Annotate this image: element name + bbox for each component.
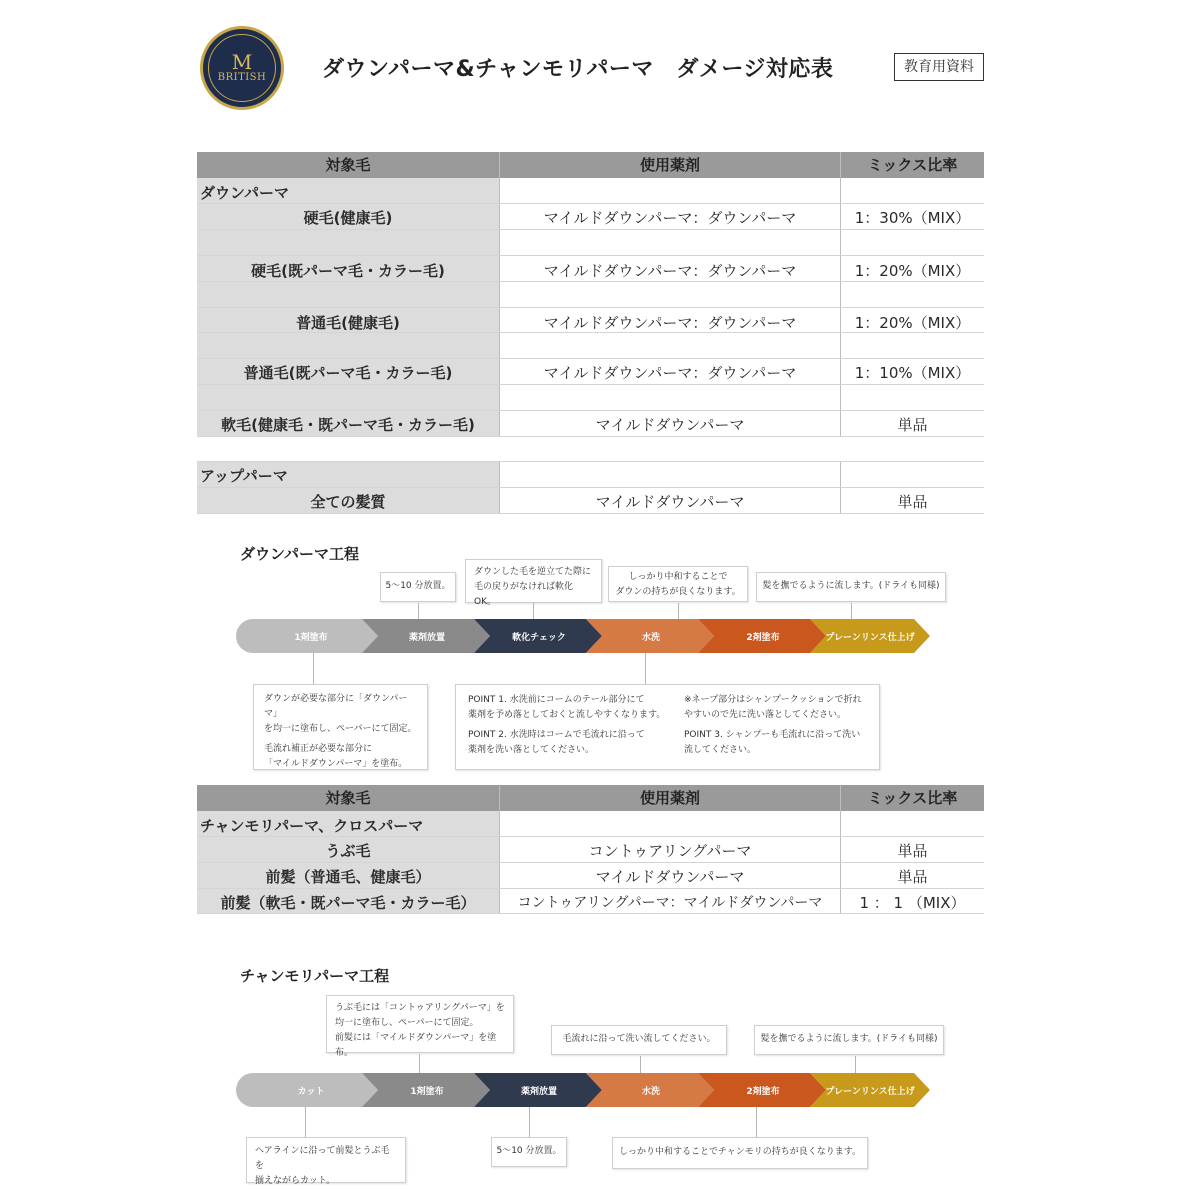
row-line (197, 203, 984, 204)
row-line (197, 255, 984, 256)
row-target: 硬毛(既パーマ毛・カラー毛) (251, 262, 445, 280)
row-agent: マイルドダウンパーマ：ダウンパーマ (543, 364, 797, 382)
note-finish (756, 572, 946, 602)
row-target: 普通毛(健康毛) (296, 314, 400, 332)
row-target: 全ての髪質 (310, 493, 386, 511)
row-agent: コントゥアリングパーマ (588, 842, 752, 860)
down-perm-process-title: ダウンパーマ工程 (240, 545, 359, 563)
note-text: 髪を撫でるように流します。(ドライも同様) (760, 1034, 938, 1044)
row-agent: マイルドダウンパーマ：ダウンパーマ (543, 209, 797, 227)
header-target-hair: 対象毛 (325, 156, 371, 174)
note-text: ダウンの持ちが良くなります。 (615, 587, 741, 597)
step-label: 2剤塗布 (746, 1087, 780, 1097)
row-line (197, 888, 984, 889)
note-text: 毛の戻りがなければ軟化 OK。 (474, 582, 574, 607)
note-application (253, 684, 428, 770)
row-ratio: 1：10%（MIX） (854, 364, 971, 382)
header-target-hair: 対象毛 (325, 789, 371, 807)
points-left (468, 693, 678, 758)
step-label: 1剤塗布 (294, 633, 328, 643)
divider (499, 152, 500, 436)
note-softening-check (465, 559, 602, 607)
chanmori-perm-table (197, 785, 984, 915)
leader-line (756, 1107, 757, 1137)
step-label: カット (297, 1087, 325, 1097)
note-rinse (551, 1025, 727, 1055)
note-text: を均一に塗布し、ペーパーにて固定。 (264, 724, 417, 734)
row-target: 前髪（普通毛、健康毛） (265, 868, 431, 886)
row-agent: マイルドダウンパーマ (595, 493, 745, 511)
note-text: ヘアラインに沿って前髪とうぶ毛を (255, 1146, 390, 1171)
header-mix-ratio: ミックス比率 (867, 156, 958, 174)
row-line (197, 862, 984, 863)
row-ratio: 単品 (897, 842, 928, 860)
note-text: 流してください。 (684, 745, 757, 755)
step-label: 薬剤放置 (520, 1087, 557, 1097)
note-text: POINT 1. 水洗前にコームのテール部分にて (468, 695, 645, 705)
row-target: うぶ毛 (325, 842, 371, 860)
chanmori-perm-process-title: チャンモリパーマ工程 (240, 967, 390, 985)
note-text: 前髪には「マイルドダウンパーマ」を塗布。 (335, 1033, 497, 1058)
row-agent: マイルドダウンパーマ：ダウンパーマ (543, 262, 797, 280)
note-rinse-points (455, 684, 880, 770)
leader-line (419, 1054, 420, 1074)
row-line (197, 461, 984, 462)
row-target: 普通毛(既パーマ毛・カラー毛) (243, 364, 453, 382)
note-application (326, 995, 514, 1058)
row-line (197, 913, 984, 914)
note-text: 揃えながらカット。 (255, 1176, 336, 1186)
row-line (197, 513, 984, 514)
note-text: 髪を撫でるように流します。(ドライも同様) (762, 581, 940, 591)
header-mix-ratio: ミックス比率 (867, 789, 958, 807)
row-line (197, 358, 984, 359)
row-target: 軟毛(健康毛・既パーマ毛・カラー毛) (221, 416, 475, 434)
note-text: POINT 2. 水洗時はコームで毛流れに沿って (468, 730, 645, 740)
row-target: 硬毛(健康毛) (303, 209, 393, 227)
row-line (197, 307, 984, 308)
step-label: 水洗 (641, 1087, 660, 1097)
step-label: 薬剤放置 (408, 633, 445, 643)
note-wait (380, 572, 456, 602)
note-text: 毛流れに沿って洗い流してください。 (562, 1034, 716, 1044)
note-finish (754, 1025, 944, 1055)
row-line (197, 836, 984, 837)
note-wait (491, 1137, 567, 1167)
leader-line (305, 1107, 306, 1137)
note-cut (246, 1137, 406, 1186)
section-up-perm: アップパーマ (200, 467, 288, 485)
note-text: うぶ毛には「コントゥアリングパーマ」を (335, 1003, 505, 1013)
header-agent: 使用薬剤 (639, 789, 700, 807)
down-perm-table (197, 152, 984, 514)
row-ratio: 1 ： 1 （MIX） (859, 894, 966, 912)
row-target: 前髪（軟毛・既パーマ毛・カラー毛） (220, 894, 476, 912)
note-text: 5〜10 分放置。 (385, 581, 451, 591)
logo-text: BRITISH (217, 72, 267, 83)
row-line (197, 281, 984, 282)
note-text: ダウンした毛を逆立てた際に (474, 567, 592, 577)
points-right (684, 693, 874, 758)
education-material-badge: 教育用資料 (894, 53, 984, 81)
row-line (197, 384, 984, 385)
section-chanmori-perm: チャンモリパーマ、クロスパーマ (200, 817, 424, 835)
leader-line (855, 1056, 856, 1074)
row-ratio: 1：20%（MIX） (854, 262, 971, 280)
leader-line (640, 1056, 641, 1074)
row-agent: マイルドダウンパーマ (595, 868, 745, 886)
step-label: 水洗 (641, 633, 660, 643)
step-label: 2剤塗布 (746, 633, 780, 643)
row-line (197, 229, 984, 230)
note-text: 「マイルドダウンパーマ」を塗布。 (264, 759, 408, 769)
row-line (197, 487, 984, 488)
row-ratio: 単品 (897, 493, 928, 511)
note-text: ダウンが必要な部分に「ダウンパーマ」 (264, 694, 408, 719)
row-agent: コントゥアリングパーマ：マイルドダウンパーマ (517, 895, 823, 911)
step-label: プレーンリンス仕上げ (825, 1087, 915, 1097)
note-text: しっかり中和することで (628, 572, 728, 582)
note-text: やすいので先に洗い落としてください。 (684, 710, 847, 720)
note-text: しっかり中和することでチャンモリの持ちが良くなります。 (618, 1147, 861, 1157)
logo-seal (208, 34, 276, 102)
british-logo (200, 26, 284, 110)
row-ratio: 単品 (897, 416, 928, 434)
row-ratio: 単品 (897, 868, 928, 886)
logo-mark: M (231, 50, 253, 74)
note-text: 薬剤を洗い落としてください。 (468, 745, 595, 755)
note-text: ※ネープ部分はシャンプークッションで折れ (684, 695, 862, 705)
divider (840, 152, 841, 436)
page-title: ダウンパーマ&チャンモリパーマ ダメージ対応表 (322, 57, 834, 82)
step-label: プレーンリンス仕上げ (825, 633, 915, 643)
note-text: 薬剤を予め落としておくと流しやすくなります。 (468, 710, 666, 720)
row-agent: マイルドダウンパーマ：ダウンパーマ (543, 314, 797, 332)
step-label: 1剤塗布 (410, 1087, 444, 1097)
note-text: POINT 3. シャンプーも毛流れに沿って洗い (684, 730, 861, 740)
note-text: 5〜10 分放置。 (496, 1146, 562, 1156)
leader-line (645, 652, 646, 684)
section-down-perm: ダウンパーマ (200, 184, 289, 202)
row-ratio: 1：30%（MIX） (854, 209, 971, 227)
row-line (197, 410, 984, 411)
row-agent: マイルドダウンパーマ (595, 416, 745, 434)
note-neutralize (612, 1137, 868, 1169)
step-label: 軟化チェック (512, 633, 566, 643)
leader-line (529, 1107, 530, 1137)
note-text: 毛流れ補正が必要な部分に (264, 744, 373, 754)
leader-line (313, 652, 314, 684)
row-line (197, 436, 984, 437)
row-ratio: 1：20%（MIX） (854, 314, 971, 332)
note-text: 均一に塗布し、ペーパーにて固定。 (335, 1018, 479, 1028)
header-agent: 使用薬剤 (639, 156, 700, 174)
note-rinse (608, 566, 748, 602)
